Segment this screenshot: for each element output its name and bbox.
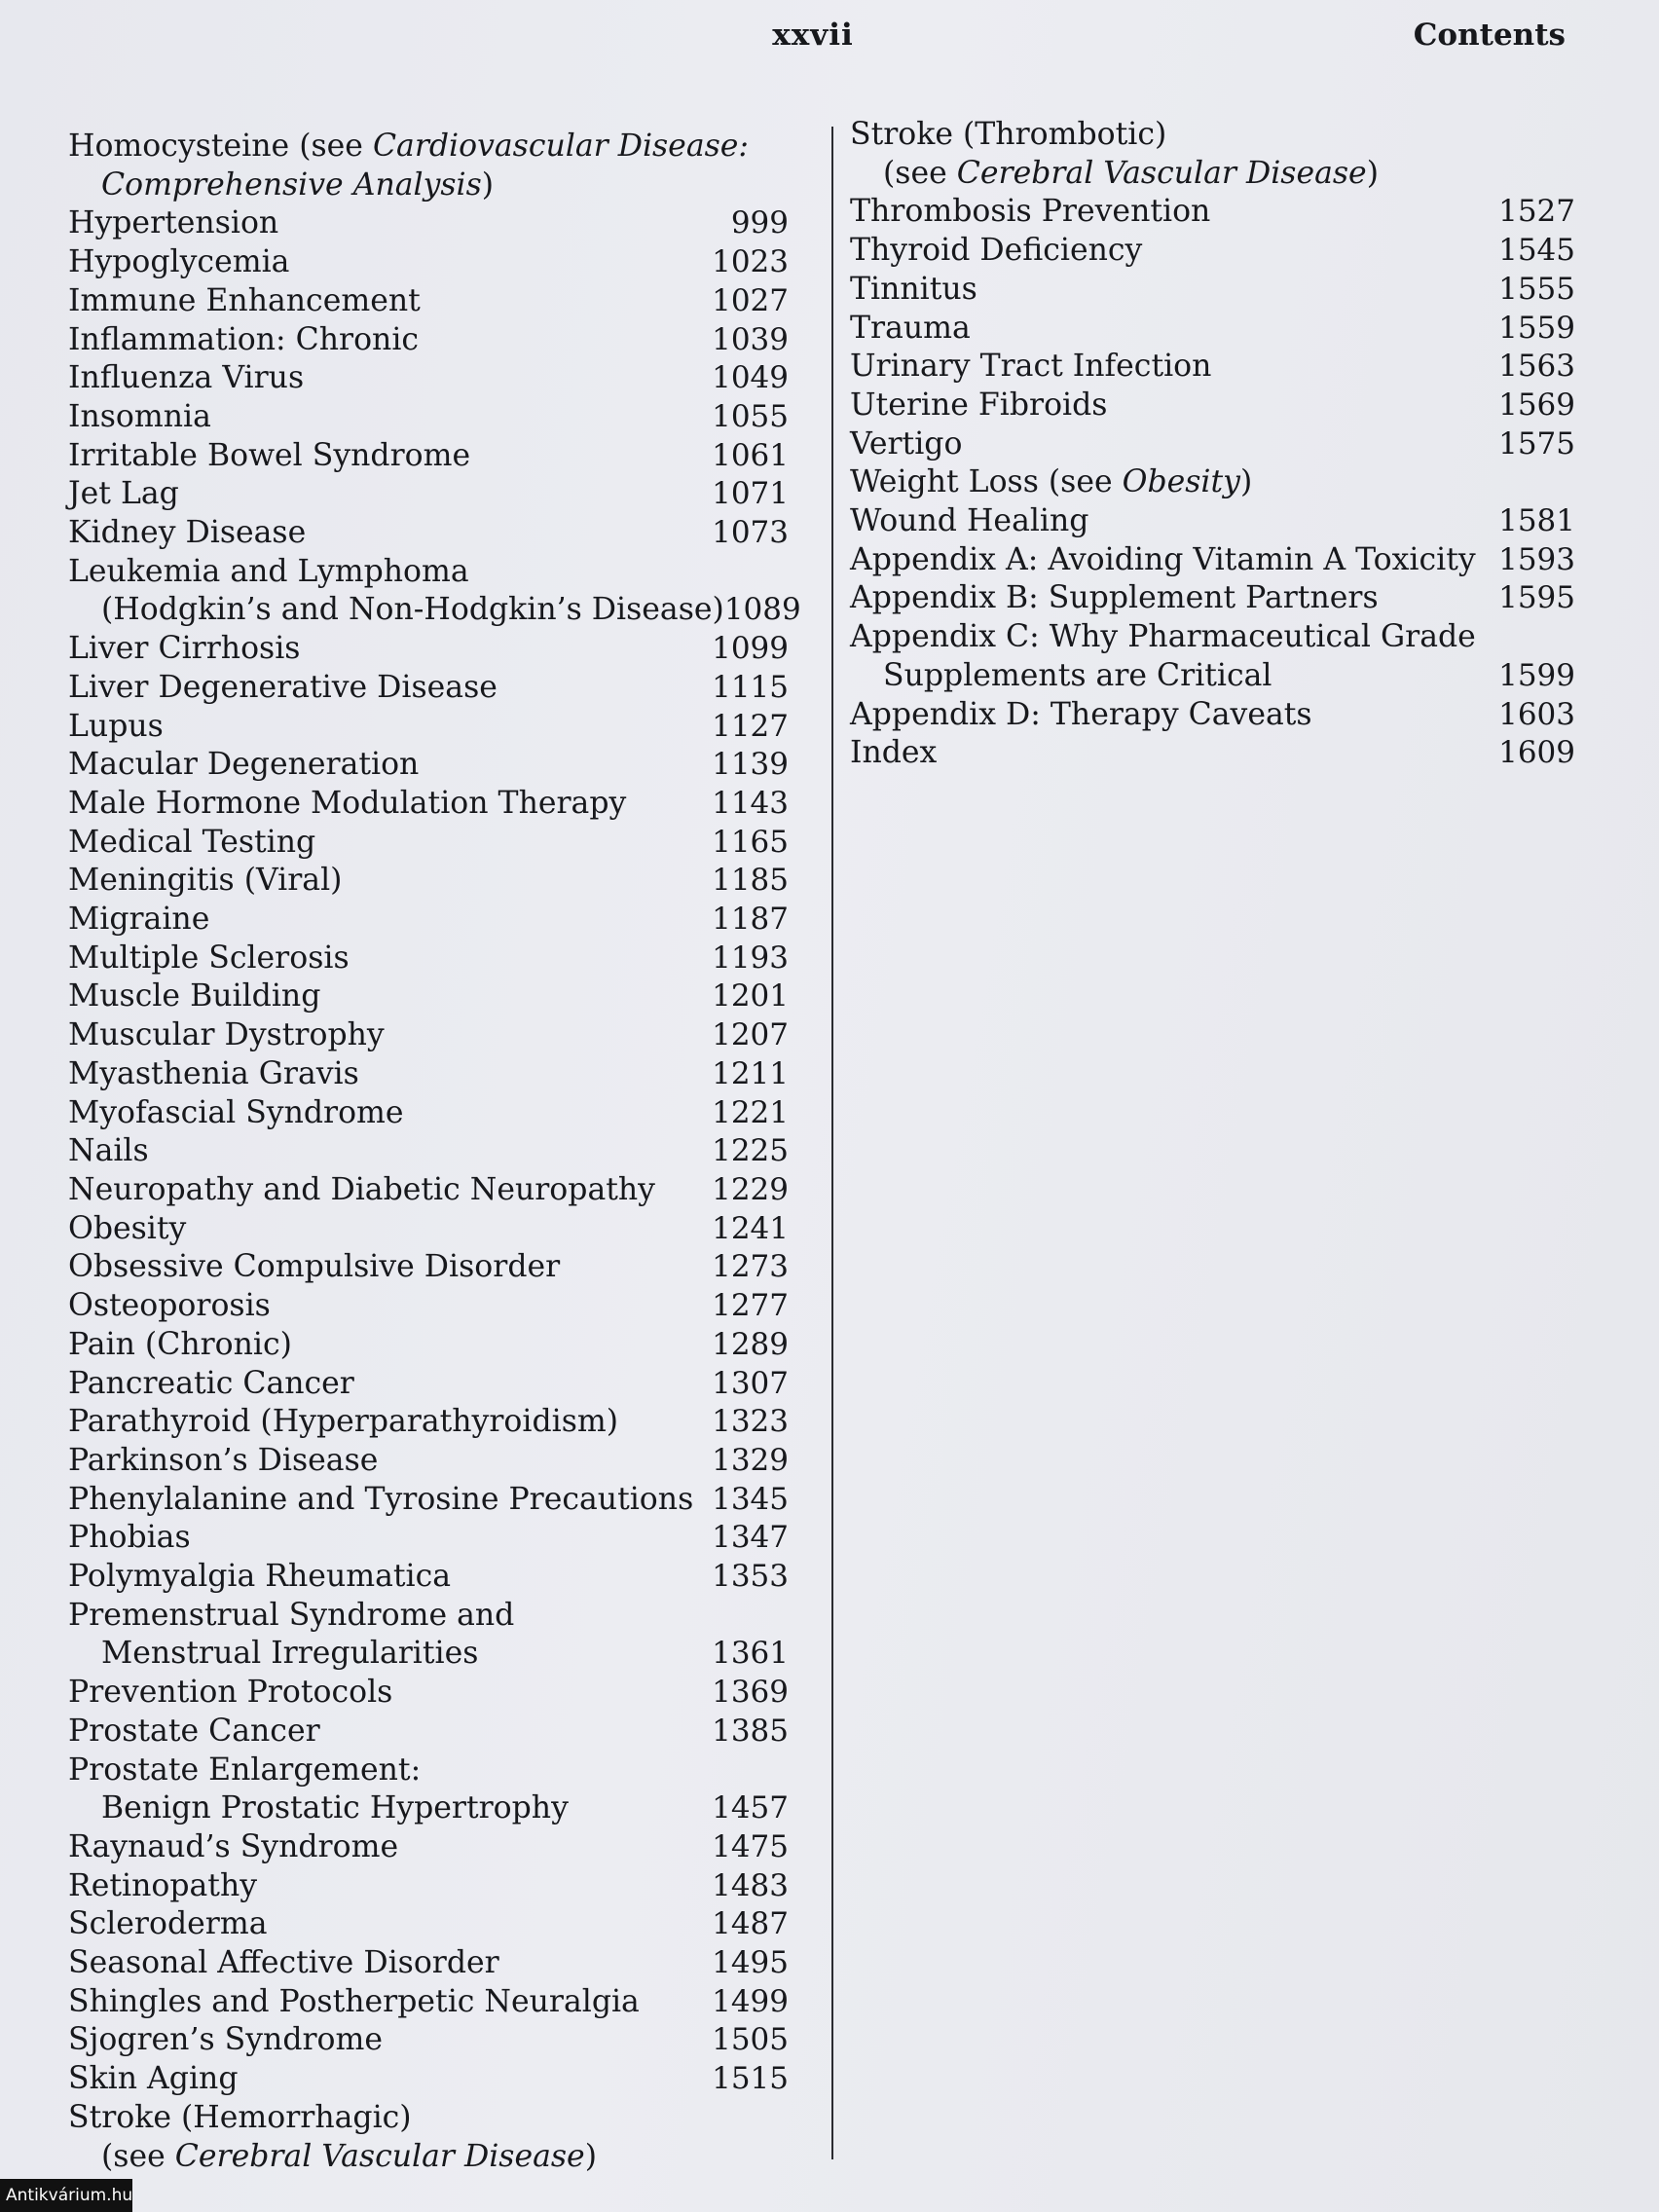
contents-entry xyxy=(68,2060,789,2099)
contents-entry xyxy=(68,591,801,630)
entry-page-number: 1023 xyxy=(712,244,789,280)
entry-term: Stroke (Hemorrhagic) xyxy=(68,2099,412,2135)
entry-page-number: 1483 xyxy=(712,1867,789,1903)
entry-term: Male Hormone Modulation Therapy xyxy=(68,785,627,821)
contents-entry xyxy=(68,785,789,824)
entry-term: Trauma xyxy=(850,310,971,346)
entry-page-number: 1581 xyxy=(1498,503,1575,539)
entry-page-number: 1115 xyxy=(712,669,789,705)
entry-page-number: 1027 xyxy=(712,282,789,318)
contents-entry xyxy=(850,541,1575,580)
entry-term: Kidney Disease xyxy=(68,515,307,551)
entry-term: Prevention Protocols xyxy=(68,1675,393,1711)
entry-page-number: 1307 xyxy=(712,1365,789,1401)
entry-term: Neuropathy and Diabetic Neuropathy xyxy=(68,1171,655,1207)
entry-term: Lupus xyxy=(68,708,164,744)
entry-page-number: 1505 xyxy=(712,2022,789,2058)
contents-entry xyxy=(68,1789,789,1828)
contents-entry xyxy=(850,734,1575,773)
entry-see-reference: Obesity xyxy=(1122,464,1240,500)
contents-entry xyxy=(850,425,1575,464)
entry-term: Wound Healing xyxy=(850,503,1089,539)
entry-page-number: 1201 xyxy=(712,978,789,1014)
entry-term xyxy=(850,463,1468,502)
entry-text: (see xyxy=(883,155,957,191)
contents-entry xyxy=(68,166,789,205)
contents-entry xyxy=(850,463,1575,502)
contents-entry xyxy=(68,1481,789,1520)
entry-page-number: 1559 xyxy=(1498,310,1575,346)
entry-text: ) xyxy=(481,166,495,203)
contents-entry xyxy=(68,1210,789,1249)
entry-term: Irritable Bowel Syndrome xyxy=(68,437,471,473)
entry-page-number: 1595 xyxy=(1498,580,1575,616)
entry-page-number: 1575 xyxy=(1498,425,1575,461)
entry-term: Index xyxy=(850,735,938,771)
entry-page-number: 1555 xyxy=(1498,271,1575,307)
entry-page-number: 1345 xyxy=(712,1481,789,1517)
entry-page-number: 1347 xyxy=(712,1520,789,1556)
contents-entry xyxy=(850,193,1575,232)
entry-page-number: 1225 xyxy=(712,1133,789,1169)
contents-entry xyxy=(68,2138,789,2177)
entry-term: Raynaud’s Syndrome xyxy=(68,1828,399,1864)
contents-entry xyxy=(68,1983,789,2022)
contents-entry xyxy=(850,579,1575,618)
section-title: Contents xyxy=(1413,18,1566,53)
entry-term: Prostate Enlargement: xyxy=(68,1751,422,1788)
entry-page-number: 1127 xyxy=(712,708,789,744)
contents-entry xyxy=(68,359,789,398)
entry-page-number: 1569 xyxy=(1498,387,1575,423)
entry-page-number: 1545 xyxy=(1498,233,1575,269)
entry-term: Macular Degeneration xyxy=(68,747,420,783)
contents-entry xyxy=(68,398,789,437)
entry-page-number: 1277 xyxy=(712,1288,789,1324)
entry-term: Tinnitus xyxy=(850,271,977,307)
entry-page-number: 1475 xyxy=(712,1828,789,1864)
entry-term: Appendix B: Supplement Partners xyxy=(850,580,1379,616)
contents-entry xyxy=(68,1016,789,1055)
entry-term: Liver Cirrhosis xyxy=(68,631,301,667)
entry-page-number: 1039 xyxy=(712,321,789,357)
contents-entry xyxy=(68,1867,789,1906)
entry-term: Muscle Building xyxy=(68,978,321,1014)
contents-entry xyxy=(68,243,789,282)
entry-page-number: 1499 xyxy=(712,1983,789,2019)
contents-entry xyxy=(68,824,789,863)
contents-entry xyxy=(68,1287,789,1326)
entry-term: Benign Prostatic Hypertrophy xyxy=(101,1790,569,1826)
entry-term: Supplements are Critical xyxy=(883,657,1272,693)
contents-entry xyxy=(68,1365,789,1404)
contents-entry xyxy=(68,1674,789,1713)
contents-entry xyxy=(68,977,789,1016)
contents-entry xyxy=(68,1326,789,1365)
entry-term: Uterine Fibroids xyxy=(850,387,1108,423)
entry-page-number: 1361 xyxy=(712,1636,789,1672)
entry-term: Polymyalgia Rheumatica xyxy=(68,1559,452,1595)
contents-entry xyxy=(68,630,789,669)
contents-entry xyxy=(850,502,1575,541)
entry-page-number: 1193 xyxy=(712,940,789,976)
contents-entry xyxy=(68,669,789,708)
contents-left-column xyxy=(68,128,801,2176)
entry-text: Homocysteine (see xyxy=(68,129,373,164)
entry-page-number: 1221 xyxy=(712,1094,789,1130)
entry-page-number: 1353 xyxy=(712,1559,789,1595)
contents-right-column xyxy=(850,116,1575,773)
entry-see-reference: Comprehensive Analysis xyxy=(101,166,482,203)
entry-page-number: 1143 xyxy=(712,785,789,821)
contents-entry xyxy=(68,1597,789,1636)
contents-entry xyxy=(850,271,1575,310)
contents-entry xyxy=(68,1558,789,1597)
entry-term: Inflammation: Chronic xyxy=(68,321,420,357)
entry-page-number: 1369 xyxy=(712,1675,789,1711)
entry-term xyxy=(101,2138,682,2177)
entry-page-number: 1073 xyxy=(712,515,789,551)
entry-term: Obsessive Compulsive Disorder xyxy=(68,1249,561,1285)
entry-page-number: 1515 xyxy=(712,2061,789,2097)
entry-page-number: 1099 xyxy=(712,631,789,667)
contents-entry xyxy=(68,1171,789,1210)
contents-entry xyxy=(68,437,789,476)
entry-term: Appendix D: Therapy Caveats xyxy=(850,696,1312,732)
entry-term: Menstrual Irregularities xyxy=(101,1636,479,1672)
entry-text: ) xyxy=(584,2138,597,2174)
entry-term: Premenstrual Syndrome and xyxy=(68,1597,515,1633)
watermark-label: Antikvárium.hu xyxy=(0,2179,132,2212)
entry-term: Parathyroid (Hyperparathyroidism) xyxy=(68,1404,619,1440)
entry-term: Pancreatic Cancer xyxy=(68,1365,354,1401)
contents-entry xyxy=(68,1094,789,1133)
entry-page-number: 1593 xyxy=(1498,541,1575,577)
contents-entry xyxy=(68,1132,789,1171)
entry-term: Liver Degenerative Disease xyxy=(68,669,498,705)
contents-entry xyxy=(68,1055,789,1094)
entry-see-reference: Cardiovascular Disease: xyxy=(372,129,750,164)
entry-text: (see xyxy=(101,2138,175,2174)
entry-term: Hypoglycemia xyxy=(68,244,290,280)
entry-term: Pain (Chronic) xyxy=(68,1326,292,1362)
entry-term: Seasonal Affective Disorder xyxy=(68,1945,499,1981)
entry-term: Myasthenia Gravis xyxy=(68,1055,359,1091)
entry-page-number: 1599 xyxy=(1498,657,1575,693)
entry-text: Weight Loss (see xyxy=(850,464,1123,500)
entry-page-number: 1609 xyxy=(1498,735,1575,771)
contents-entry xyxy=(68,1713,789,1751)
entry-term: Meningitis (Viral) xyxy=(68,863,343,899)
entry-see-reference: Cerebral Vascular Disease xyxy=(174,2138,585,2174)
entry-term: Leukemia and Lymphoma xyxy=(68,553,469,589)
entry-term: Muscular Dystrophy xyxy=(68,1017,385,1053)
entry-term: Medical Testing xyxy=(68,824,316,860)
entry-term: (Hodgkin’s and Non-Hodgkin’s Disease) xyxy=(101,592,724,628)
contents-entry xyxy=(850,348,1575,387)
entry-term: Myofascial Syndrome xyxy=(68,1094,404,1130)
contents-entry xyxy=(68,1944,789,1983)
entry-term: Prostate Cancer xyxy=(68,1713,320,1749)
contents-entry xyxy=(68,514,789,553)
contents-entry xyxy=(850,387,1575,425)
entry-term: Phenylalanine and Tyrosine Precautions xyxy=(68,1481,694,1517)
contents-entry xyxy=(68,128,789,166)
entry-page-number: 1071 xyxy=(712,476,789,512)
entry-term xyxy=(68,128,749,166)
contents-entry xyxy=(68,204,789,243)
entry-term: Nails xyxy=(68,1133,149,1169)
entry-page-number: 1207 xyxy=(712,1017,789,1053)
entry-page-number: 1211 xyxy=(712,1055,789,1091)
entry-term: Appendix C: Why Pharmaceutical Grade xyxy=(850,619,1476,655)
entry-page-number: 1187 xyxy=(712,902,789,938)
page-number: xxvii xyxy=(772,18,854,53)
contents-entry xyxy=(68,282,789,321)
contents-entry xyxy=(68,321,789,360)
entry-page-number: 1061 xyxy=(712,437,789,473)
contents-entry xyxy=(68,475,789,514)
contents-entry xyxy=(850,155,1575,194)
entry-page-number: 1289 xyxy=(712,1326,789,1362)
contents-entry xyxy=(68,901,789,940)
entry-page-number: 1049 xyxy=(712,360,789,396)
entry-text: ) xyxy=(1239,464,1253,500)
entry-term: Immune Enhancement xyxy=(68,282,421,318)
contents-entry xyxy=(68,940,789,978)
entry-term: Thrombosis Prevention xyxy=(850,194,1211,230)
contents-entry xyxy=(850,618,1575,657)
entry-term xyxy=(101,166,682,205)
contents-entry xyxy=(850,232,1575,271)
entry-page-number: 1241 xyxy=(712,1210,789,1246)
entry-term: Skin Aging xyxy=(68,2061,239,2097)
entry-page-number: 1273 xyxy=(712,1249,789,1285)
entry-page-number: 1055 xyxy=(712,398,789,434)
entry-text: ) xyxy=(1366,155,1379,191)
contents-entry xyxy=(68,1905,789,1944)
entry-term: Scleroderma xyxy=(68,1906,268,1942)
entry-term: Migraine xyxy=(68,902,210,938)
entry-term: Appendix A: Avoiding Vitamin A Toxicity xyxy=(850,541,1476,577)
entry-page-number: 1457 xyxy=(712,1790,789,1826)
entry-term: Sjogren’s Syndrome xyxy=(68,2022,384,2058)
entry-term: Osteoporosis xyxy=(68,1288,271,1324)
entry-term xyxy=(883,155,1468,194)
entry-page-number: 1323 xyxy=(712,1404,789,1440)
entry-term: Shingles and Postherpetic Neuralgia xyxy=(68,1983,640,2019)
entry-term: Phobias xyxy=(68,1520,191,1556)
contents-entry xyxy=(850,657,1575,696)
entry-page-number: 1563 xyxy=(1498,349,1575,385)
entry-term: Stroke (Thrombotic) xyxy=(850,117,1167,152)
entry-page-number: 1229 xyxy=(712,1171,789,1207)
entry-term: Vertigo xyxy=(850,425,963,461)
entry-term: Multiple Sclerosis xyxy=(68,940,350,976)
column-divider xyxy=(831,127,833,2159)
entry-page-number: 1603 xyxy=(1498,696,1575,732)
contents-entry xyxy=(68,2099,789,2138)
contents-entry xyxy=(68,553,789,592)
entry-page-number: 999 xyxy=(730,205,789,241)
entry-page-number: 1165 xyxy=(712,824,789,860)
contents-entry xyxy=(68,1828,789,1867)
entry-page-number: 1527 xyxy=(1498,194,1575,230)
entry-term: Parkinson’s Disease xyxy=(68,1442,379,1478)
entry-term: Insomnia xyxy=(68,398,211,434)
entry-term: Influenza Virus xyxy=(68,360,305,396)
contents-entry xyxy=(68,1751,789,1790)
entry-page-number: 1329 xyxy=(712,1442,789,1478)
contents-entry xyxy=(850,310,1575,349)
contents-entry xyxy=(68,746,789,785)
contents-entry xyxy=(68,1403,789,1442)
entry-term: Urinary Tract Infection xyxy=(850,349,1212,385)
entry-term: Hypertension xyxy=(68,205,279,241)
entry-page-number: 1385 xyxy=(712,1713,789,1749)
entry-page-number: 1495 xyxy=(712,1945,789,1981)
entry-see-reference: Cerebral Vascular Disease xyxy=(956,155,1367,191)
entry-term: Thyroid Deficiency xyxy=(850,233,1143,269)
entry-page-number: 1185 xyxy=(712,863,789,899)
contents-entry xyxy=(68,1519,789,1558)
contents-entry xyxy=(68,2021,789,2060)
entry-page-number: 1139 xyxy=(712,747,789,783)
contents-entry xyxy=(68,1442,789,1481)
contents-entry xyxy=(850,696,1575,735)
contents-entry xyxy=(68,708,789,747)
contents-entry xyxy=(68,862,789,901)
contents-entry xyxy=(68,1635,789,1674)
entry-page-number: 1089 xyxy=(723,592,801,628)
entry-term: Jet Lag xyxy=(68,476,179,512)
contents-entry xyxy=(850,116,1575,155)
entry-term: Retinopathy xyxy=(68,1867,258,1903)
entry-term: Obesity xyxy=(68,1210,187,1246)
contents-entry xyxy=(68,1248,789,1287)
entry-page-number: 1487 xyxy=(712,1906,789,1942)
